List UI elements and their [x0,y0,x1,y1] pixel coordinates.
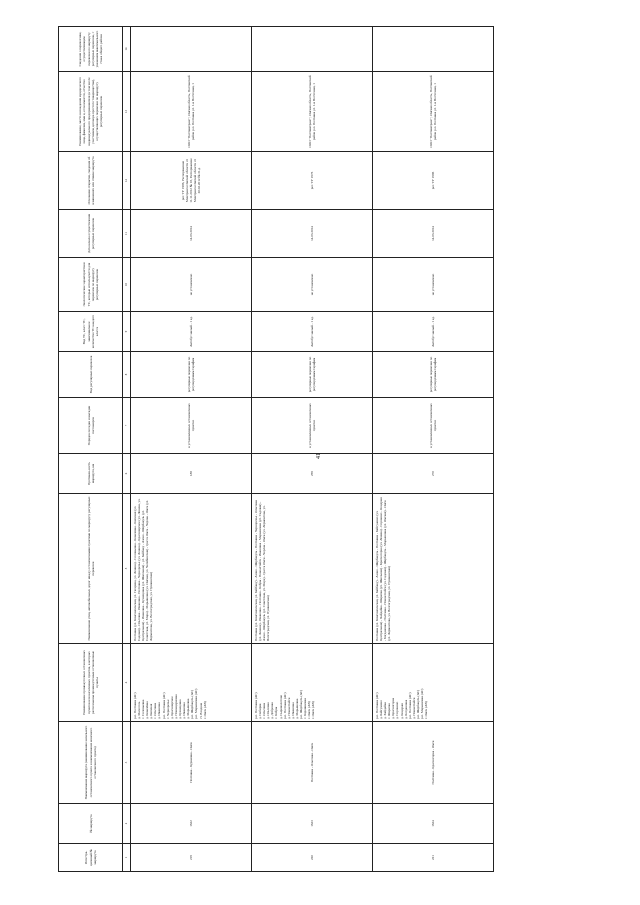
vehicle-cell: Автобус малый - 1 ед. [372,312,493,352]
stop-item: р.п. Шербакуль (АС) [299,689,304,719]
boarding-cell: в установленных остановочных пунктах [372,398,493,454]
stop-item: р.п. Полтавка (АС) [253,692,258,719]
column-number: 5 [123,494,131,644]
streets-cell: Полтавка (ул. Комсомольская, ул. Гагарина, ул. Ленина) - Соловьевка - Ковалевка - Кипеная (ул. Садовая) - Ольговка - Ивановка - Полтавка - Черноречье (ул. Ленина) - Красноярское (ул. Ленина, ул. Центральная) - Ивановка - Кузнецовка (ул. Школьная) - ул. Байбаку - Азово - Шербакуль (ул. Советская, ул. Мира) - Марьяновка (ул. Омская, ул. Челябинская) - трасса Омск - Черлак - Омск (ул. Лермонтова, ул. Волгоградская, ул. Пушкинская) [130,494,251,644]
start-date-cell: 14.03.2014 [130,210,251,258]
page-number: 41 [316,453,322,459]
stop-item: с. Соловьевка [141,699,145,719]
stop-item: д. Ивановка [157,702,162,719]
stop-item: д. Сибиряк [257,703,262,719]
stop-item: с. Боровиковка [303,698,308,719]
stop-item: д. Байгужино [379,700,384,719]
stop-item: д. Ольховка [266,702,271,719]
column-number: 2 [123,804,131,844]
carrier-info-cell [372,27,493,72]
column-number-row [123,27,131,872]
eco-cell: не установлено [251,258,372,312]
stop-item: р.п. Полтавка (АС) [132,692,137,719]
stop-item: р.п. Марьяновка (АС) [194,688,199,719]
stop-item: д. Добровка [270,702,275,719]
route-number-cell: 1623 [251,804,372,844]
header-cell: Наименование промежуточных остановочных пунктов или населенных пунктов, в которых расположены промежуточные остановочные пункты [59,644,123,722]
table-row [251,27,372,872]
stop-item: д. Марьяновка [294,698,299,719]
header-cell: Экологические характеристики ТС, которые используются для перевозок по маршруту регулярных перевозок [59,258,123,312]
header-cell: Протяжен-ность маршрута, км [59,454,123,494]
stop-item: д. Кипеная [149,703,154,719]
stops-cell [372,644,493,722]
stop-item: д. Малосоль [136,701,141,719]
table-row [372,27,493,872]
stop-item: д. Красногорка [391,697,396,719]
column-number: 1 [123,844,131,872]
vehicle-cell: Автобус малый - 1 ед. [251,312,372,352]
stop-item: д. Кондраш [399,702,404,719]
stop-item: р.п. Шербакуль (АС) [190,689,195,719]
column-number: 12 [123,152,131,210]
basis-cell: рег. ТУ 1986 [372,152,493,210]
stop-item: ст. Входная [198,703,203,719]
header-cell: Основание открытия, сведения об изменениях или отмене маршрута [59,152,123,210]
stop-item: с. Бобры [274,706,279,719]
start-date-cell: 14.03.2014 [372,210,493,258]
stop-item: д. Красноярское [169,696,174,719]
table-body [130,27,493,872]
stop-item: р.п. Марьяновка (АС) [420,688,425,719]
stop-item: д. Кузнецовка [177,699,182,719]
stop-item: с. Ольговка [262,702,267,719]
column-number: 6 [123,454,131,494]
stop-item: д. Новоалтайск [411,697,416,719]
stop-item: д. Новоандреевка [173,694,178,719]
stops-cell [251,644,372,722]
basis-cell: рег. ТУ 1986, Распоряжение Минтранса Омской области от 11.11.2012 № 18, Распоряжение Минтранса Омской области от 20.02.2012 № 31-р [130,152,251,210]
header-cell: Наименование, место нахождения юридического лица, фамилия, имя и, если имеется, отчество индивидуального предпринимателя (в том числе участников договора простого товарищества), осуществляющих перевозки по маршруту регулярных перевозок [59,72,123,152]
routes-table [58,26,494,872]
column-number: 8 [123,352,131,398]
header-cell: Наименование маршрута (наименование начального остановочного пункта и наименование конечного остановочного пункта) [59,722,123,804]
header-cell: Сведения о перевозчике, осуществляющем перевозки по маршруту регулярных перевозок, с указанием максимального стажа общего района [59,27,123,72]
header-cell: Регистра-ционный № маршрута [59,844,123,872]
header-cell: Наименование улиц, автомобильных дорог между остановочными пунктами по маршруту регулярных перевозок [59,494,123,644]
stop-item: с. Ольговка [153,702,158,719]
header-cell: Вид ТС, класс ТС, максимальное количество ТС каждого класса [59,312,123,352]
stop-item: г. Омск (АВ) [311,701,316,719]
header-cell: Дата начала осуществления регулярных перевозок [59,210,123,258]
reg-number-cell: 219 [130,844,251,872]
header-row [59,27,123,872]
stop-item: д. Новоалтайск [286,697,291,719]
streets-cell: Полтавка (ул. Комсомольская, ул. Байбаку) - Азово - Шербакуль - Полтавка - Байгужино (ул. Центральная) - Хайдайка - Шарапка (ул. Школьная) - Красногорка (ул. Ленина) - Сорокино - Кондраш - Богдановка - Полтавка - Новоалтайск (ул. Садовая) - Шербакуль - Марьяновка (ул. Омская) - Омск (ул. Лермонтова, ул. Волгоградская, ул. Пушкинская) [372,494,493,644]
carrier-cell: ООО "Полтаватранс", Омская область, Полтавский район р.п. Полтавка ул. 1-я Восточная, 1 [251,72,372,152]
rotated-page [58,27,494,872]
transport-kind-cell: регулярные перевозки по регулируемым тарифам [372,352,493,398]
header-cell: № маршрута [59,804,123,844]
basis-cell: рег. ТУ 1976 [251,152,372,210]
length-cell: 259 [251,454,372,494]
carrier-cell: ООО "Полтаватранс", Омская область, Полтавский район р.п. Полтавка ул. 1-я Восточная, 1 [372,72,493,152]
vehicle-cell: Автобус малый - 1 ед. [130,312,251,352]
stop-item: р.п. Полтавка (АС) [161,692,166,719]
carrier-cell: ООО "Полтаватранс", Омская область, Полтавский район р.п. Полтавка ул. 1-я Восточная, 1 [130,72,251,152]
stop-item: р.п. Полтавка (АС) [407,692,412,719]
boarding-cell: в установленных остановочных пунктах [130,398,251,454]
boarding-cell: в установленных остановочных пунктах [251,398,372,454]
header-cell: Порядок посадки и высадки пассажиров [59,398,123,454]
transport-kind-cell: регулярные перевозки по регулируемым тарифам [251,352,372,398]
length-cell: 188 [130,454,251,494]
route-name-cell: Полтавка - Красногорка - Омск [372,722,493,804]
reg-number-cell: 220 [251,844,372,872]
column-number: 7 [123,398,131,454]
route-name-cell: Полтавка - Ольговка - Омск [251,722,372,804]
stop-item: г. Омск (АВ) [424,701,429,719]
route-name-cell: Полтавка - Бурнеевка - Омск [130,722,251,804]
column-number: 14 [123,27,131,72]
stop-item: р.п. Шербакуль (АС) [416,689,420,719]
stop-item: с. Черноречье [165,699,170,719]
stop-item: д. Марьяновка [186,698,191,719]
carrier-info-cell [251,27,372,72]
eco-cell: не установлено [130,258,251,312]
route-number-cell: 1624 [372,804,493,844]
start-date-cell: 14.03.2014 [251,210,372,258]
header-cell: Вид регулярных перевозок [59,352,123,398]
eco-cell: не установлено [372,258,493,312]
carrier-info-cell [130,27,251,72]
column-number: 4 [123,644,131,722]
table-row [130,27,251,872]
stop-item: д. Сыромолотово [278,694,283,719]
column-number: 9 [123,312,131,352]
stop-item: р.п. Полтавка (АС) [374,692,379,719]
reg-number-cell: 221 [372,844,493,872]
stop-item: д. Хайдайка [383,702,388,719]
stop-item: г. Омск (АВ) [307,701,312,719]
streets-cell: Полтавка (ул. Комсомольская, ул. Байбаку) - Азово - Шербакуль - Полтавка - Черноречье - Ольговка (ул. Ленина) - Ивановка - Полтавка - Бобры - Новоалтайск - Ивановка - Марьяновка (ул. Садовая) - Азово - Шербакуль (ул. Советская, ул. Мира) - трасса Омск - Черлак - Омск (ул. Лермонтова, ул. Волгоградская, ул. Пушкинская) [251,494,372,644]
stop-item: д. Сорокино [395,701,400,719]
column-number: 13 [123,72,131,152]
stop-item: д. Ковалёвка [145,701,150,719]
stop-item: д. Ивановка [182,702,187,719]
column-number: 11 [123,210,131,258]
stop-item: д. Богдановка [403,699,408,719]
stop-item: г. Омск (АВ) [202,701,207,719]
stop-item: д. Ивановка [290,702,295,719]
stops-cell [130,644,251,722]
stop-item: с. Шарапка [387,703,392,719]
route-number-cell: 1622 [130,804,251,844]
column-number: 10 [123,258,131,312]
column-number: 3 [123,722,131,804]
transport-kind-cell: регулярные перевозки по регулируемым тарифам [130,352,251,398]
stop-item: р.п. Полтавка (АС) [282,692,287,719]
length-cell: 270 [372,454,493,494]
